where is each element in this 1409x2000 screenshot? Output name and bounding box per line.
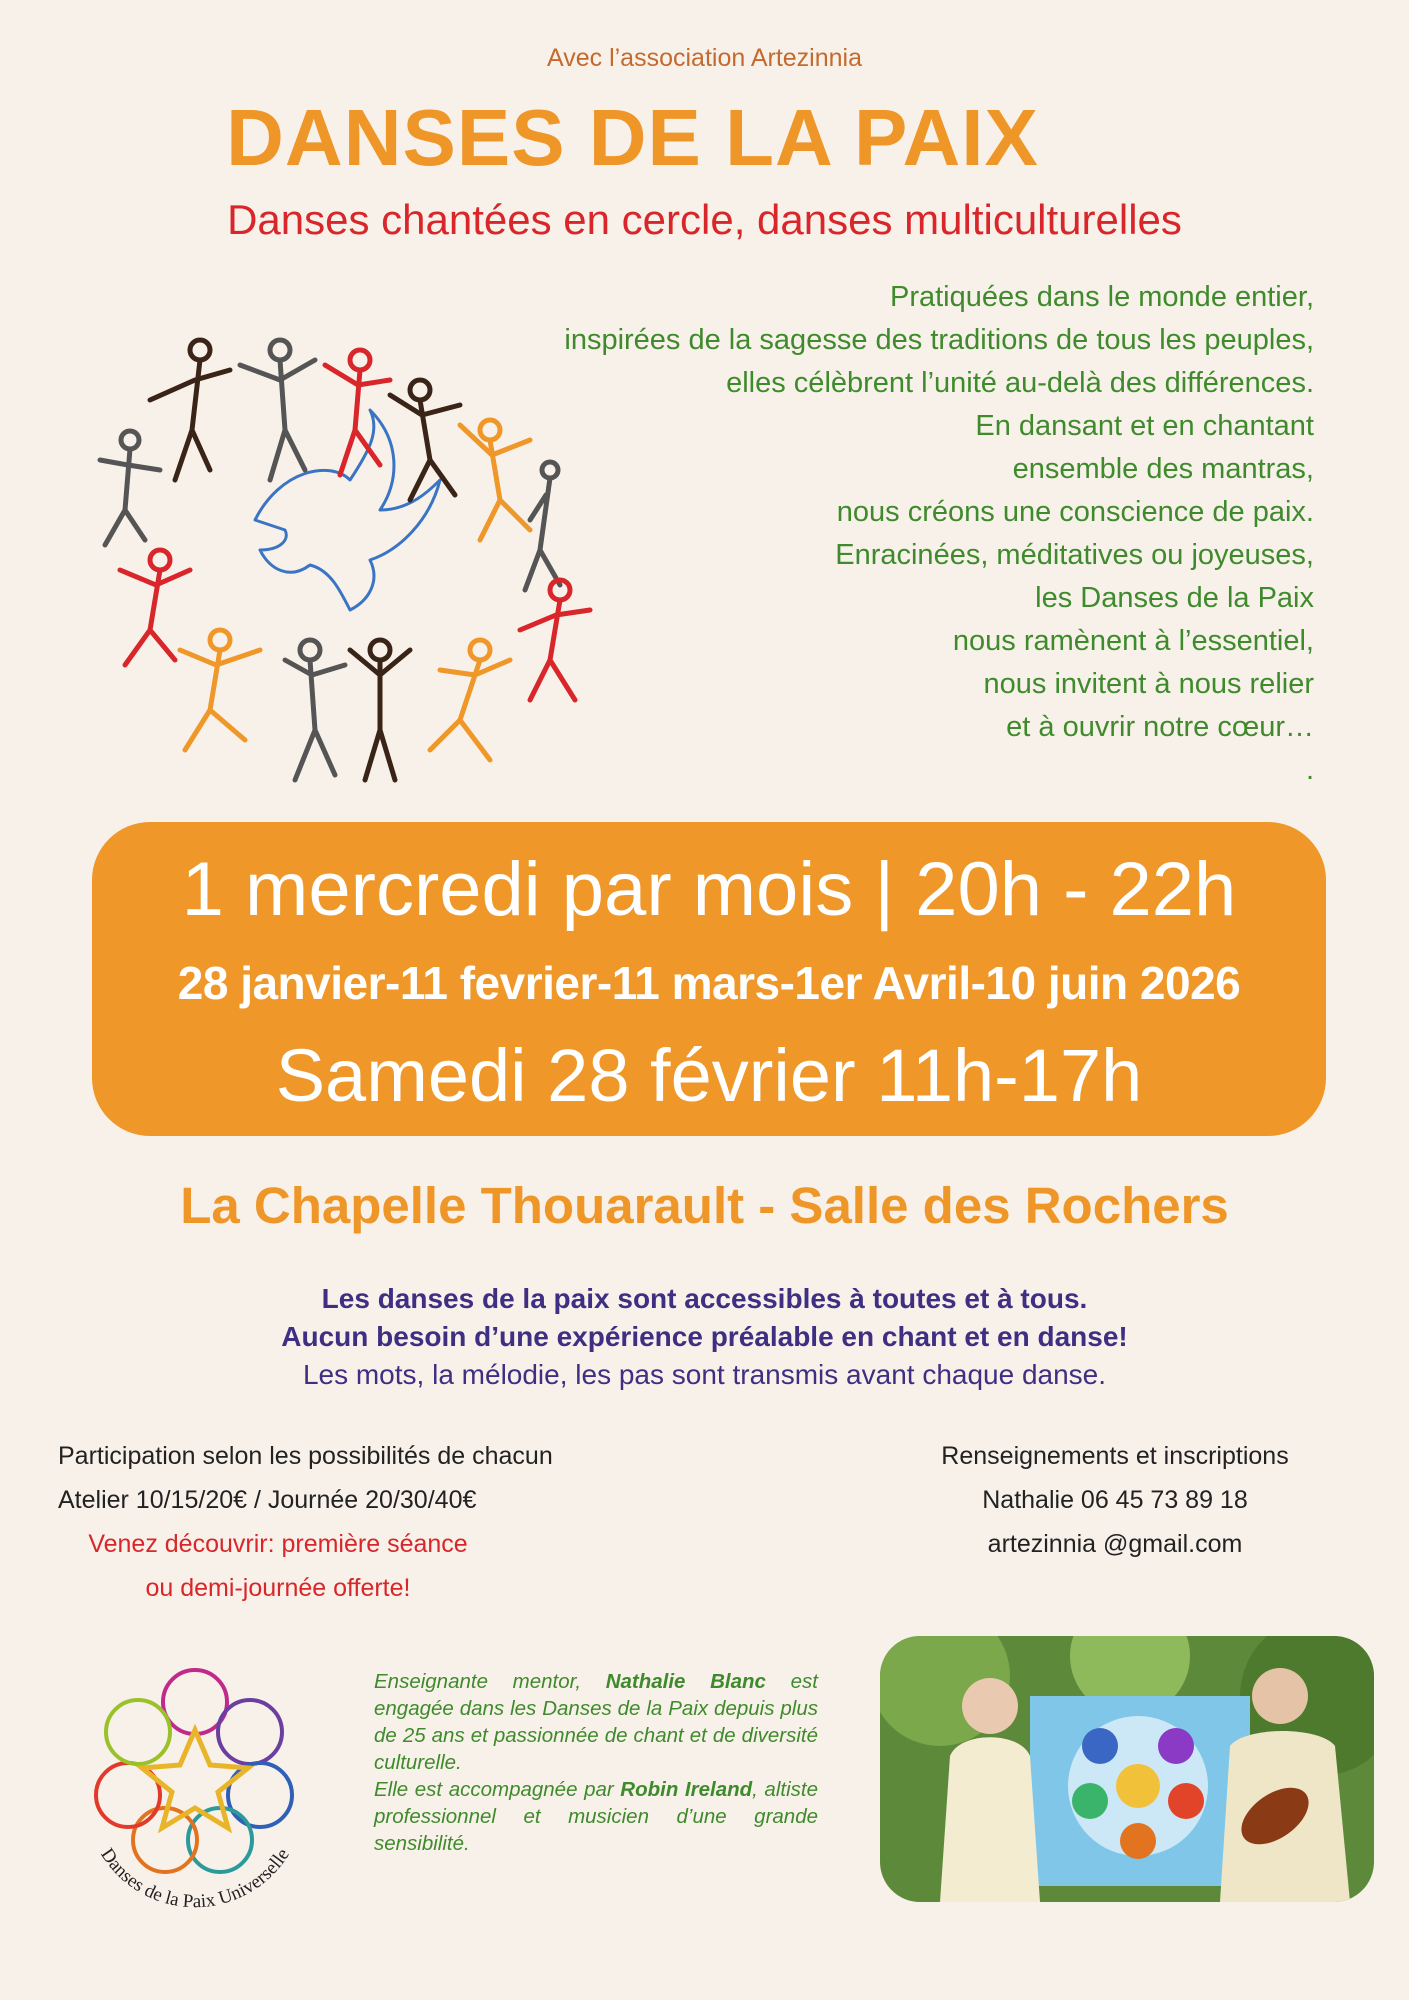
intro-line: nous créons une conscience de paix. xyxy=(836,496,1314,528)
teacher-bio xyxy=(374,1668,818,1857)
dancer-figure xyxy=(180,630,260,750)
bio-name: Nathalie Blanc xyxy=(605,1670,766,1693)
contact-block xyxy=(900,1434,1330,1566)
contact-phone: Nathalie 06 45 73 89 18 xyxy=(982,1486,1248,1514)
offer-line: ou demi-journée offerte! xyxy=(145,1574,411,1602)
dancer-figure xyxy=(240,340,315,480)
schedule-dates: 28 janvier-11 fevrier-11 mars-1er Avril-10 juin 2026 xyxy=(177,957,1241,1009)
page-subtitle: Danses chantées en cercle, danses multiculturelles xyxy=(227,196,1182,243)
logo-text: Danses de la Paix Universelle xyxy=(96,1844,294,1913)
pricing-block xyxy=(58,1434,698,1610)
bio-text: est engagée dans les Danses de la Paix depuis plus de 25 ans et passionnée de chant et de diversité culturelle. xyxy=(374,1670,818,1774)
access-line: Aucun besoin d’une expérience préalable en chant et en danse! xyxy=(281,1321,1128,1352)
venue: La Chapelle Thouarault - Salle des Rochers xyxy=(180,1177,1229,1234)
intro-line: Pratiquées dans le monde entier, xyxy=(890,281,1314,313)
intro-line: inspirées de la sagesse des traditions de tous les peuples, xyxy=(564,324,1314,356)
intro-line: Enracinées, méditatives ou joyeuses, xyxy=(835,539,1314,571)
access-line: Les mots, la mélodie, les pas sont transmis avant chaque danse. xyxy=(302,1359,1107,1390)
bio-text: Elle est accompagnée par xyxy=(374,1778,621,1801)
page-title: DANSES DE LA PAIX xyxy=(226,93,1039,182)
intro-line: ensemble des mantras, xyxy=(1012,453,1314,485)
accessibility-text xyxy=(0,1280,1409,1394)
universal-peace-dances-logo xyxy=(70,1660,320,1920)
schedule-saturday: Samedi 28 février 11h-17h xyxy=(275,1034,1143,1117)
intro-line: nous ramènent à l’essentiel, xyxy=(952,625,1314,657)
access-line: Les danses de la paix sont accessibles à toutes et à tous. xyxy=(321,1283,1088,1314)
intro-text xyxy=(414,276,1314,792)
schedule-weekly: 1 mercredi par mois | 20h - 22h xyxy=(181,847,1237,932)
bio-name: Robin Ireland xyxy=(620,1778,753,1801)
intro-line: . xyxy=(1305,754,1314,786)
dancer-figure xyxy=(100,431,160,545)
intro-line: En dansant et en chantant xyxy=(975,410,1314,442)
dancer-figure xyxy=(285,640,345,780)
intro-line: et à ouvrir notre cœur… xyxy=(1006,711,1314,743)
pricing-line: Participation selon les possibilités de chacun xyxy=(58,1442,553,1470)
dancer-figure xyxy=(350,640,410,780)
bio-text: Enseignante mentor, xyxy=(374,1670,606,1693)
offer-line: Venez découvrir: première séance xyxy=(88,1530,468,1558)
intro-line: nous invitent à nous relier xyxy=(983,668,1314,700)
bio-text: , altiste professionnel et musicien d’une grande sensibilité. xyxy=(374,1778,818,1855)
teachers-photo xyxy=(880,1636,1374,1902)
dancer-figure xyxy=(325,350,390,475)
intro-line: les Danses de la Paix xyxy=(1035,582,1314,614)
association-line: Avec l’association Artezinnia xyxy=(547,44,862,72)
schedule-banner xyxy=(92,822,1326,1136)
contact-heading: Renseignements et inscriptions xyxy=(941,1442,1289,1470)
pricing-line: Atelier 10/15/20€ / Journée 20/30/40€ xyxy=(58,1486,477,1514)
intro-line: elles célèbrent l’unité au-delà des différences. xyxy=(726,367,1314,399)
contact-email: artezinnia @gmail.com xyxy=(987,1530,1243,1558)
dancer-figure xyxy=(150,340,230,480)
